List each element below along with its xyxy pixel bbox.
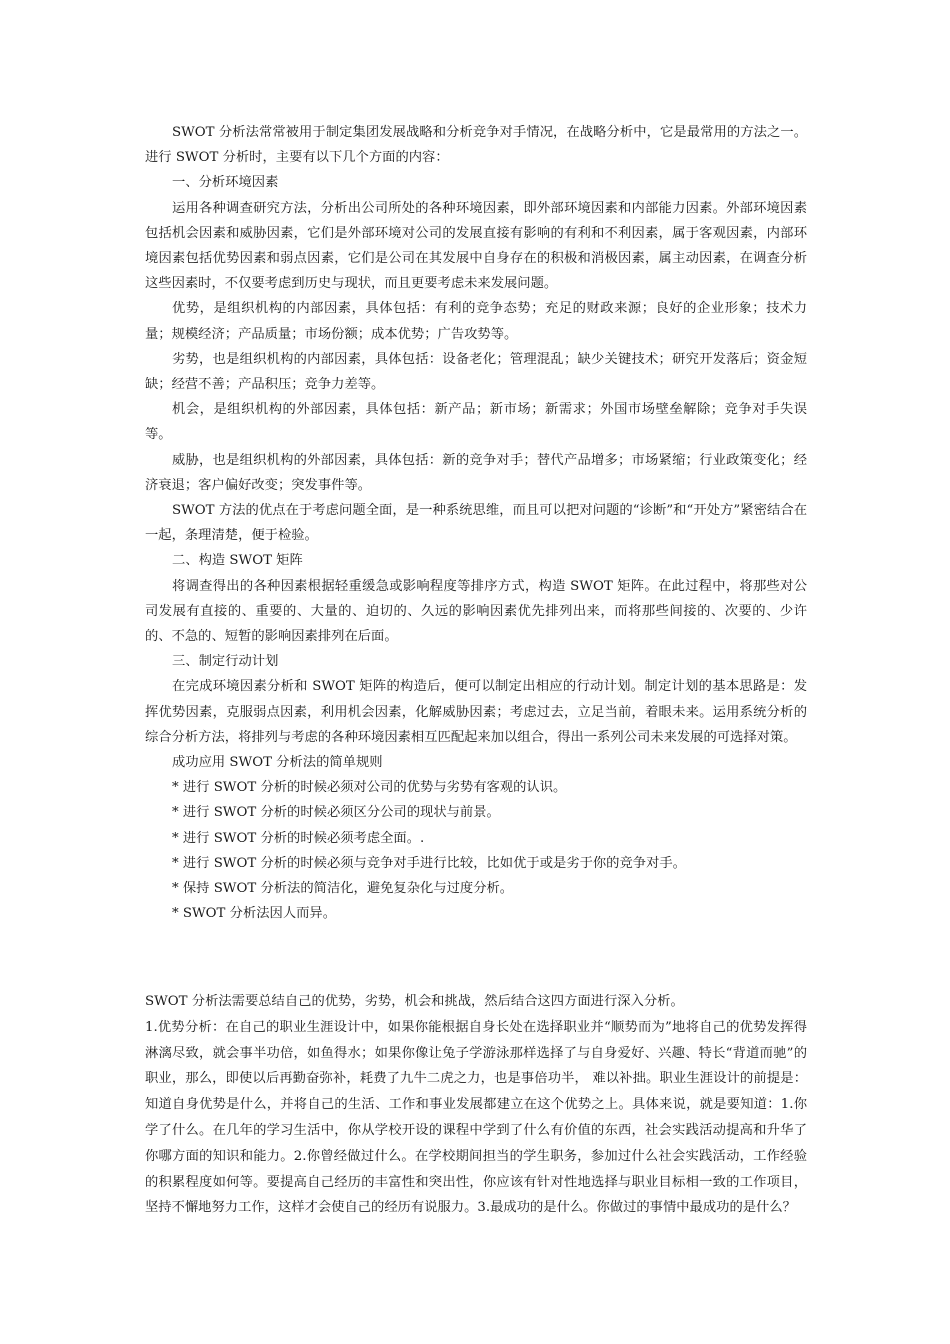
threats-paragraph: 威胁，也是组织机构的外部因素，具体包括：新的竞争对手；替代产品增多；市场紧缩；行业政策变化；经济衰退；客户偏好改变；突发事件等。: [145, 452, 807, 493]
action-plan-paragraph: 在完成环境因素分析和 SWOT 矩阵的构造后，便可以制定出相应的行动计划。制定计划的基本思路是：发挥优势因素，克服弱点因素，利用机会因素，化解威胁因素；考虑过去，立足当前，着眼未来。运用系统分析的综合分析方法，将排列与考虑的各种环境因素相互匹配起来加以组合，得出一系列公司未来发展的可选择对策。: [145, 679, 807, 745]
opportunities-paragraph: 机会，是组织机构的外部因素，具体包括：新产品；新市场；新需求；外国市场壁垒解除；竞争对手失误等。: [145, 402, 807, 443]
rule-item: * 进行 SWOT 分析的时候必须考虑全面。.: [172, 830, 425, 846]
environment-paragraph: 运用各种调查研究方法，分析出公司所处的各种环境因素，即外部环境因素和内部能力因素。外部环境因素包括机会因素和威胁因素，它们是外部环境对公司的发展直接有影响的有利和不利因素，属于客观因素，内部环境因素包括优势因素和弱点因素，它们是公司在其发展中自身存在的积极和消极因素，属主动因素，在调查分析这些因素时，不仅要考虑到历史与现状，而且更要考虑未来发展问题。: [145, 200, 807, 292]
rule-item: * 保持 SWOT 分析法的简洁化，避免复杂化与过度分析。: [172, 881, 514, 897]
heading-action-plan: 三、制定行动计划: [172, 654, 279, 670]
rule-item: * 进行 SWOT 分析的时候必须与竞争对手进行比较，比如优于或是劣于你的竞争对手。: [172, 855, 686, 871]
strengths-paragraph: 优势，是组织机构的内部因素，具体包括：有利的竞争态势；充足的财政来源；良好的企业形象；技术力量；规模经济；产品质量；市场份额；成本优势；广告攻势等。: [145, 301, 807, 342]
intro-paragraph: SWOT 分析法常常被用于制定集团发展战略和分析竞争对手情况，在战略分析中，它是最常用的方法之一。进行 SWOT 分析时，主要有以下几个方面的内容：: [145, 125, 807, 166]
method-advantage-paragraph: SWOT 方法的优点在于考虑问题全面，是一种系统思维，而且可以把对问题的“诊断”和“开处方”紧密结合在一起，条理清楚，便于检验。: [145, 503, 807, 544]
rules-heading: 成功应用 SWOT 分析法的简单规则: [172, 755, 383, 771]
self-analysis-section: [145, 989, 807, 1221]
swot-intro-section: [145, 120, 807, 927]
heading-build-matrix: 二、构造 SWOT 矩阵: [172, 553, 303, 569]
rule-item: * SWOT 分析法因人而异。: [172, 906, 337, 922]
strength-analysis-paragraph: 1.优势分析：在自己的职业生涯设计中，如果你能根据自身长处在选择职业并“顺势而为”地将自己的优势发挥得淋漓尽致，就会事半功倍，如鱼得水；如果你像让兔子学游泳那样选择了与自身爱好、兴趣、特长“背道而驰”的职业，那么，即使以后再勤奋弥补，耗费了九牛二虎之力，也是事倍功半， 难以补拙。职业生涯设计的前提是：知道自身优势是什么，并将自己的生活、工作和事业发展都建立在这个优势之上。具体来说，就是要知道：1.你学了什么。在几年的学习生活中，你从学校开设的课程中学到了什么有价值的东西，社会实践活动提高和升华了你哪方面的知识和能力。2.你曾经做过什么。在学校期间担当的学生职务，参加过什么社会实践活动，工作经验的积累程度如何等。要提高自己经历的丰富性和突出性，你应该有针对性地选择与职业目标相一致的工作项目，坚持不懈地努力工作，这样才会使自己的经历有说服力。3.最成功的是什么。你做过的事情中最成功的是什么？: [145, 1019, 807, 1216]
rule-item: * 进行 SWOT 分析的时候必须对公司的优势与劣势有客观的认识。: [172, 780, 567, 796]
heading-analyze-environment: 一、分析环境因素: [172, 175, 279, 191]
weaknesses-paragraph: 劣势，也是组织机构的内部因素，具体包括：设备老化；管理混乱；缺少关键技术；研究开发落后；资金短缺；经营不善；产品积压；竞争力差等。: [145, 351, 807, 393]
self-analysis-intro: SWOT 分析法需要总结自己的优势，劣势，机会和挑战，然后结合这四方面进行深入分析。: [145, 994, 684, 1009]
matrix-paragraph: 将调查得出的各种因素根据轻重缓急或影响程度等排序方式，构造 SWOT 矩阵。在此过程中，将那些对公司发展有直接的、重要的、大量的、迫切的、久远的影响因素优先排列出来，而将那些间接的、次要的、少许的、不急的、短暂的影响因素排列在后面。: [145, 578, 807, 645]
rule-item: * 进行 SWOT 分析的时候必须区分公司的现状与前景。: [172, 805, 500, 821]
